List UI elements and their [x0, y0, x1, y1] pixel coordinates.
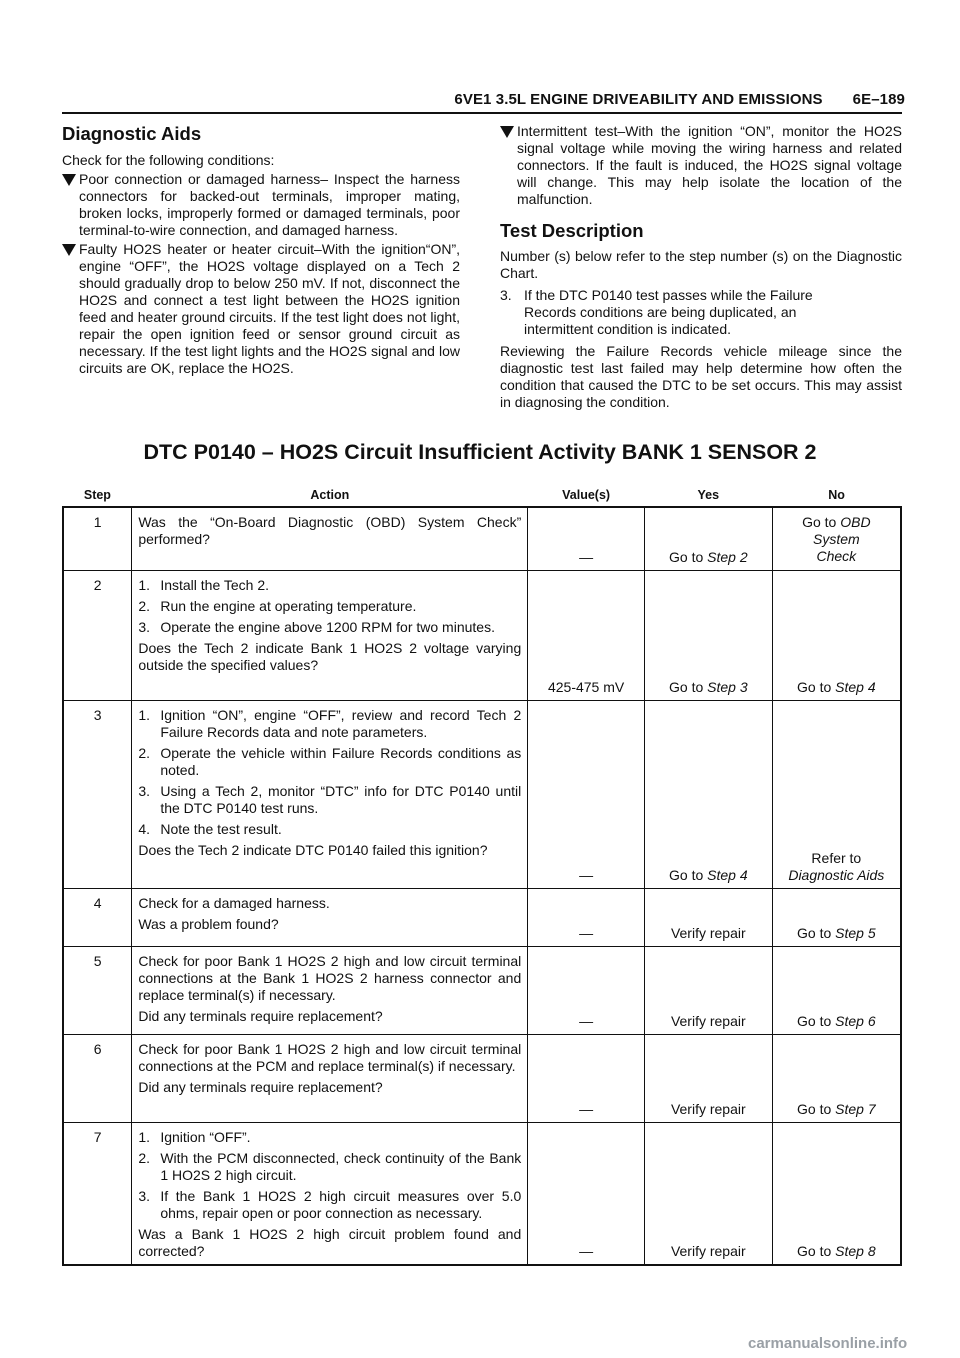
no-cell: Go to Step 7 [772, 1034, 901, 1122]
table-row [63, 1034, 901, 1122]
col-header-action: Action [132, 484, 528, 507]
yes-cell: Verify repair [644, 1034, 772, 1122]
header-title: 6VE1 3.5L ENGINE DRIVEABILITY AND EMISSIONS [454, 91, 823, 108]
aid-bullet: Poor connection or damaged harness– Inspect the harness connectors for backed-out terminals, improper mating, broken locks, improperly formed or damaged terminals, poor terminal-to-wire connection, and damaged harness. [62, 171, 460, 239]
yes-cell: Verify repair [644, 888, 772, 946]
no-cell: Go to Step 6 [772, 946, 901, 1034]
table-row [63, 946, 901, 1034]
action-question: Did any terminals require replacement? [138, 1078, 383, 1095]
yes-cell: Go to Step 2 [644, 507, 772, 570]
value-cell: — [528, 700, 645, 888]
action-cell [132, 1122, 528, 1265]
test-description-heading: Test Description [500, 220, 644, 241]
action-substep: 2. Operate the vehicle within Failure Records conditions as noted. [138, 744, 522, 778]
table-title: DTC P0140 – HO2S Circuit Insufficient Activity BANK 1 SENSOR 2 [143, 440, 817, 464]
action-question: Was the “On-Board Diagnostic (OBD) System Check” performed? [138, 514, 522, 547]
action-substep: 3. If the Bank 1 HO2S 2 high circuit measures over 5.0 ohms, repair open or poor connection as necessary. [138, 1187, 522, 1221]
action-substep: 4. Note the test result. [138, 820, 282, 837]
value-cell: 425-475 mV [528, 570, 645, 700]
value-cell: — [528, 1034, 645, 1122]
yes-cell: Verify repair [644, 1122, 772, 1265]
action-substep: 2. Run the engine at operating temperature. [138, 597, 417, 614]
action-cell [132, 946, 528, 1034]
step-number: 2 [63, 570, 132, 700]
action-question: Does the Tech 2 indicate Bank 1 HO2S 2 voltage varying outside the specified values? [138, 639, 522, 673]
step-number: 1 [63, 507, 132, 570]
diagnostic-aids-section [62, 123, 460, 377]
action-substep: 3. Operate the engine above 1200 RPM for two minutes. [138, 618, 495, 635]
value-cell: — [528, 946, 645, 1034]
test-description-item: 3. If the DTC P0140 test passes while the Failure Records conditions are being duplicated, an intermittent condition is indicated. [500, 287, 813, 337]
action-cell [132, 570, 528, 700]
step-number: 7 [63, 1122, 132, 1265]
table-row [63, 507, 901, 570]
no-cell: Refer to Diagnostic Aids [772, 700, 901, 888]
no-cell: Go to Step 8 [772, 1122, 901, 1265]
watermark: carmanualsonline.info [748, 1335, 908, 1352]
yes-cell: Go to Step 3 [644, 570, 772, 700]
table-header-row [63, 484, 901, 507]
table-row [63, 1122, 901, 1265]
triangle-bullet-icon [62, 174, 76, 186]
value-cell: — [528, 507, 645, 570]
col-header-no: No [772, 484, 901, 507]
action-lead: Check for poor Bank 1 HO2S 2 high and low circuit terminal connections at the PCM and replace terminal(s) if necessary. [138, 1040, 522, 1074]
col-header-values: Value(s) [528, 484, 645, 507]
action-substep: 1. Ignition “ON”, engine “OFF”, review and record Tech 2 Failure Records data and note parameters. [138, 706, 522, 740]
aid-bullet: Faulty HO2S heater or heater circuit–With the ignition“ON”, engine “OFF”, the HO2S voltage displayed on a Tech 2 should gradually drop to below 250 mV. If not, disconnect the HO2S and connect a test light between the HO2S ignition feed and heater ground circuits. If the test light does not light, repair the open ignition feed or sensor ground circuit as necessary. If the test light lights and the HO2S signal and low circuits are OK, replace the HO2S. [62, 241, 460, 377]
test-description-closing: Reviewing the Failure Records vehicle mileage since the diagnostic test last failed may help determine how often the condition that caused the DTC to be set occurs. This may assist in diagnosing the condition. [500, 343, 902, 410]
step-number: 4 [63, 888, 132, 946]
col-header-step: Step [63, 484, 132, 507]
yes-cell: Verify repair [644, 946, 772, 1034]
action-cell [132, 888, 528, 946]
action-question: Does the Tech 2 indicate DTC P0140 failed this ignition? [138, 841, 488, 858]
yes-cell: Go to Step 4 [644, 700, 772, 888]
right-column [500, 123, 902, 411]
step-number: 6 [63, 1034, 132, 1122]
action-cell [132, 700, 528, 888]
no-cell: Go to Step 5 [772, 888, 901, 946]
diagnostic-table [62, 484, 902, 1266]
action-question: Did any terminals require replacement? [138, 1007, 383, 1024]
action-substep: 1. Install the Tech 2. [138, 576, 270, 593]
header-rule [62, 112, 902, 114]
action-lead: Check for poor Bank 1 HO2S 2 high and low circuit terminal connections at the Bank 1 HO2S 2 harness connector and replace terminal(s) if necessary. [138, 952, 522, 1003]
table-row [63, 570, 901, 700]
action-question: Was a problem found? [138, 915, 279, 932]
aid-bullet: Intermittent test–With the ignition “ON”, monitor the HO2S signal voltage while moving the wiring harness and related connectors. If the fault is induced, the HO2S signal voltage will change. This may help isolate the location of the malfunction. [500, 123, 902, 208]
action-substep: 2. With the PCM disconnected, check continuity of the Bank 1 HO2S 2 high circuit. [138, 1149, 522, 1183]
action-cell [132, 1034, 528, 1122]
action-substep: 1. Ignition “OFF”. [138, 1128, 251, 1145]
value-cell: — [528, 1122, 645, 1265]
no-cell: Go to Step 4 [772, 570, 901, 700]
step-number: 5 [63, 946, 132, 1034]
action-lead: Check for a damaged harness. [138, 894, 330, 911]
value-cell: — [528, 888, 645, 946]
step-number: 3 [63, 700, 132, 888]
test-description-intro: Number (s) below refer to the step number (s) on the Diagnostic Chart. [500, 248, 902, 281]
no-cell: Go to OBD System Check [772, 507, 901, 570]
page-header [0, 91, 905, 108]
table-row [63, 700, 901, 888]
triangle-bullet-icon [500, 126, 514, 138]
action-cell [132, 507, 528, 570]
action-substep: 3. Using a Tech 2, monitor “DTC” info for DTC P0140 until the DTC P0140 test runs. [138, 782, 522, 816]
action-question: Was a Bank 1 HO2S 2 high circuit problem found and corrected? [138, 1225, 522, 1259]
diagnostic-aids-heading: Diagnostic Aids [62, 123, 202, 144]
triangle-bullet-icon [62, 244, 76, 256]
diagnostic-aids-intro: Check for the following conditions: [62, 152, 275, 168]
col-header-yes: Yes [644, 484, 772, 507]
table-row [63, 888, 901, 946]
page-number: 6E–189 [852, 91, 905, 108]
